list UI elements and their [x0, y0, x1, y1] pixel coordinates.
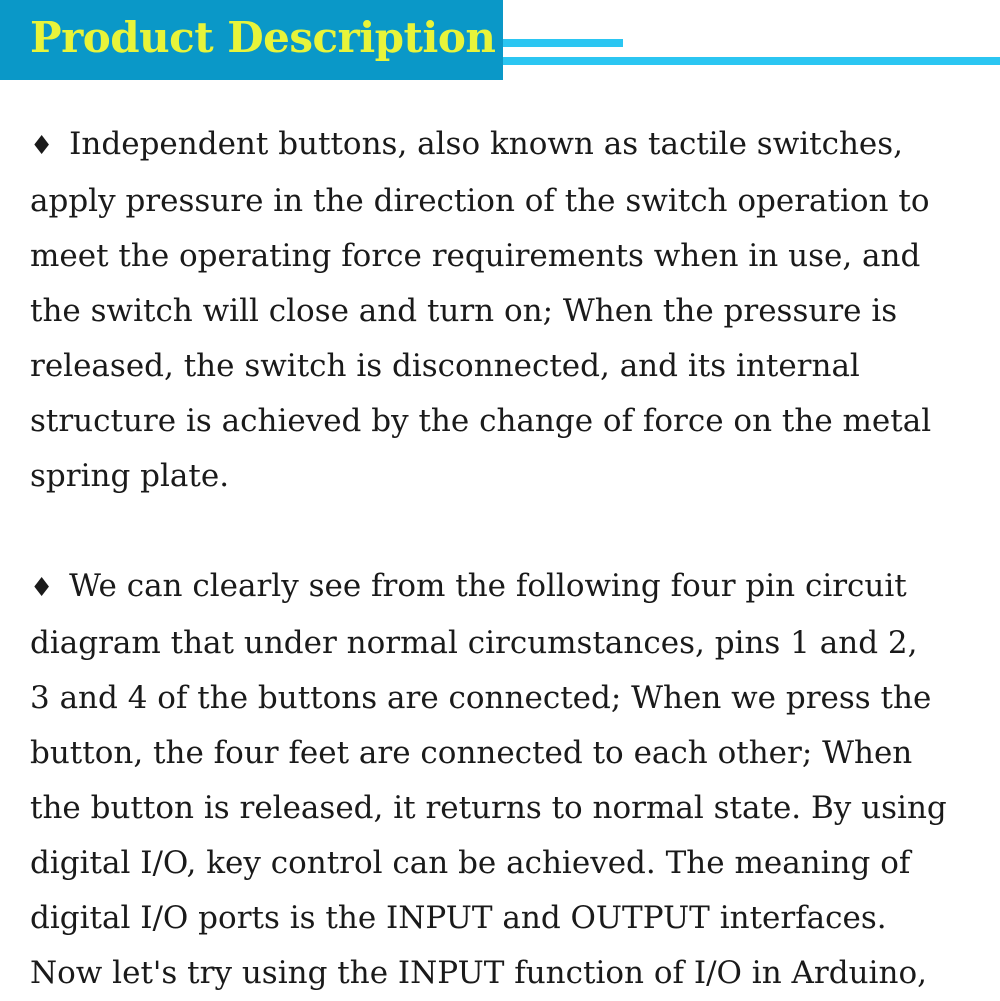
paragraph-1 — [30, 117, 980, 504]
paragraph-line: structure is achieved by the change of force on the metal — [30, 403, 932, 439]
accent-line-short — [503, 39, 623, 47]
paragraph-line: digital I/O, key control can be achieved. The meaning of — [30, 845, 911, 881]
paragraph-line: 3 and 4 of the buttons are connected; When we press the — [30, 680, 932, 716]
paragraph-line: meet the operating force requirements when in use, and — [30, 238, 921, 274]
paragraph-line: the switch will close and turn on; When the pressure is — [30, 293, 898, 329]
paragraph-line: We can clearly see from the following four pin circuit — [69, 568, 907, 604]
paragraph-2 — [30, 559, 980, 1001]
paragraph-line: released, the switch is disconnected, and its internal — [30, 348, 860, 384]
paragraph-line: Now let's try using the INPUT function of I/O in Arduino, — [30, 955, 927, 991]
header-banner — [0, 0, 1000, 80]
paragraph-line: digital I/O ports is the INPUT and OUTPUT interfaces. — [30, 900, 887, 936]
diamond-bullet-icon: ♦ — [30, 573, 54, 603]
paragraph-line: spring plate. — [30, 458, 230, 494]
paragraph-line: Independent buttons, also known as tactile switches, — [69, 126, 904, 162]
description-body — [30, 117, 980, 1001]
paragraph-line: button, the four feet are connected to each other; When — [30, 735, 913, 771]
diamond-bullet-icon: ♦ — [30, 131, 54, 161]
paragraph-line: apply pressure in the direction of the switch operation to — [30, 183, 930, 219]
paragraph-line: diagram that under normal circumstances, pins 1 and 2, — [30, 625, 918, 661]
paragraph-line: the button is released, it returns to normal state. By using — [30, 790, 947, 826]
page-title: Product Description — [30, 13, 496, 62]
accent-line-long — [503, 57, 1000, 65]
title-box — [0, 0, 503, 80]
